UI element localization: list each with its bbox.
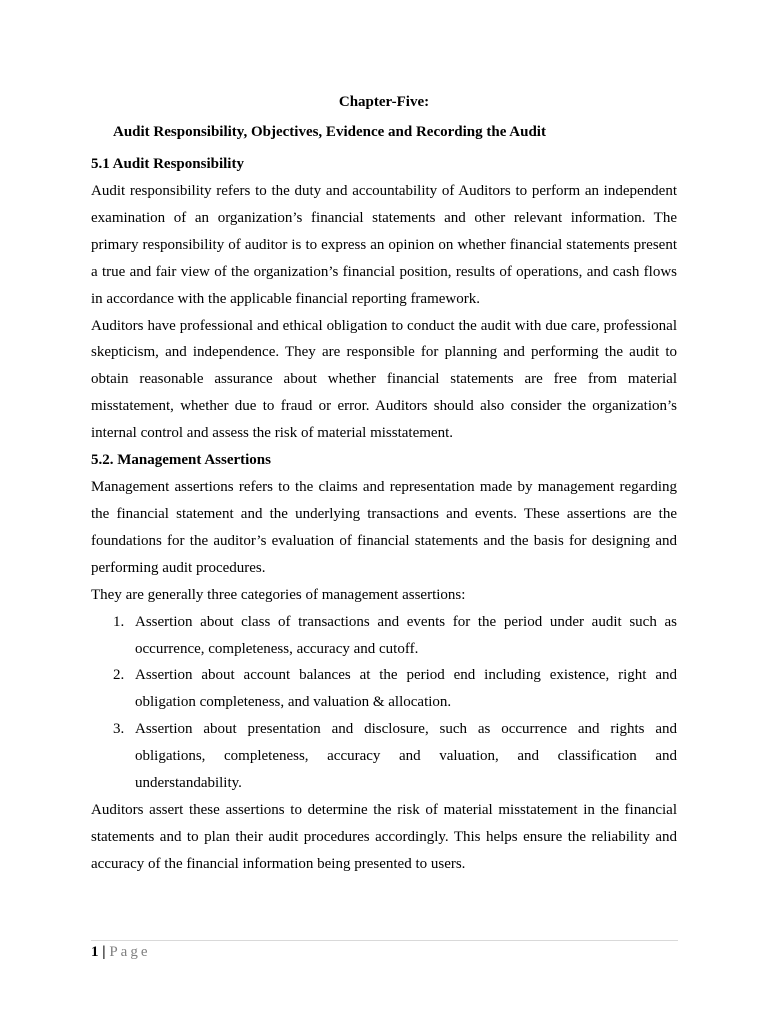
list-item-text: Assertion about account balances at the period end including existence, right and obligation completeness, and valuation & allocation.	[135, 667, 677, 711]
list-item-text: Assertion about presentation and disclosure, such as occurrence and rights and obligations, completeness, accuracy and valuation, and classification and understandability.	[135, 721, 677, 792]
list-number: 3.	[113, 721, 125, 738]
footer-separator: |	[102, 944, 106, 960]
list-item	[91, 716, 677, 797]
chapter-subtitle: Audit Responsibility, Objectives, Evidence and Recording the Audit	[113, 124, 546, 140]
list-number: 2.	[113, 667, 125, 684]
paragraph: Management assertions refers to the claims and representation made by management regarding the financial statement and the underlying transactions and events. These assertions are the foundations for the auditor’s evaluation of financial statements and the basis for designing and performing audit procedures.	[91, 479, 677, 576]
paragraph: They are generally three categories of management assertions:	[91, 586, 466, 603]
list-item	[91, 662, 677, 716]
paragraph: Audit responsibility refers to the duty and accountability of Auditors to perform an independent examination of an organization’s financial statements and other relevant information. The primary responsibility of auditor is to express an opinion on whether financial statements present a true and fair view of the organization’s financial position, results of operations, and cash flows in accordance with the applicable financial reporting framework.	[91, 183, 677, 307]
page-footer	[91, 940, 678, 961]
closing-paragraph: Auditors assert these assertions to determine the risk of material misstatement in the financial statements and to plan their audit procedures accordingly. This helps ensure the reliability and accuracy of the financial information being presented to users.	[91, 801, 677, 872]
section-heading-management-assertions: 5.2. Management Assertions	[91, 452, 271, 469]
list-number: 1.	[113, 613, 125, 630]
assertion-list	[91, 609, 677, 797]
list-item-text: Assertion about class of transactions and events for the period under audit such as occurrence, completeness, accuracy and cutoff.	[135, 613, 677, 657]
page-label: Page	[109, 944, 151, 960]
paragraph: Auditors have professional and ethical obligation to conduct the audit with due care, professional skepticism, and independence. They are responsible for planning and performing the audit to obtain reasonable assurance about whether financial statements are free from material misstatement, whether due to fraud or error. Auditors should also consider the organization’s internal control and assess the risk of material misstatement.	[91, 317, 677, 442]
page-number: 1	[91, 944, 99, 960]
section-heading-audit-responsibility: 5.1 Audit Responsibility	[91, 156, 244, 172]
chapter-title: Chapter-Five:	[338, 94, 430, 110]
list-item	[91, 609, 677, 663]
page-content	[91, 89, 677, 878]
